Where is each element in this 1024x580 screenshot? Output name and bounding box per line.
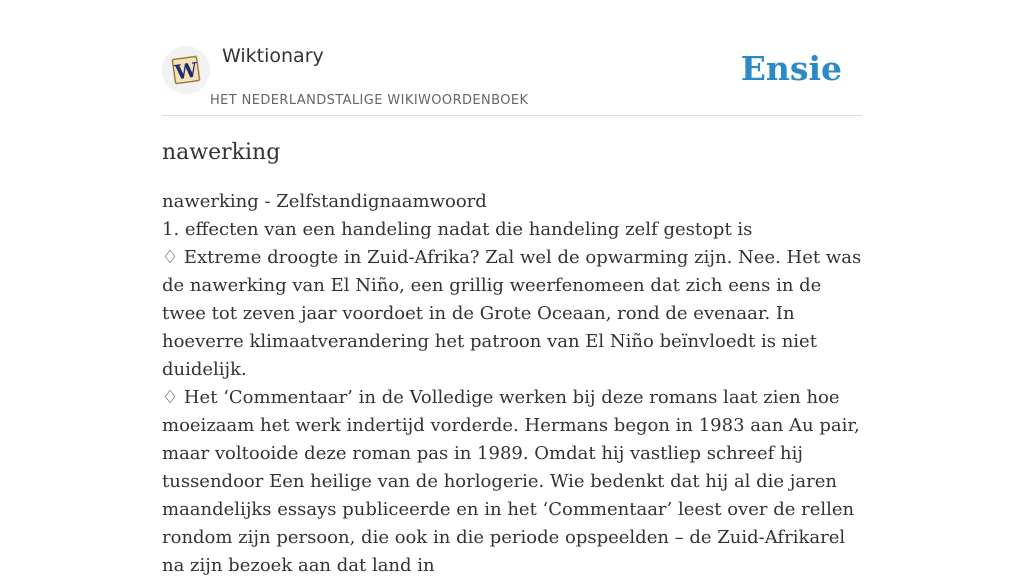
header <box>162 40 862 116</box>
wiktionary-logo[interactable] <box>162 46 210 94</box>
source-name[interactable]: Wiktionary <box>222 45 324 67</box>
word-title: nawerking <box>162 140 281 165</box>
logo-letter: W <box>173 57 199 85</box>
entry-headline: nawerking - Zelfstandignaamwoord <box>162 191 487 212</box>
wiktionary-logo-icon <box>168 52 204 88</box>
example-sentence: ♢ Extreme droogte in Zuid-Afrika? Zal wel de opwarming zijn. Nee. Het was de nawerking van El Niño, een grillig weerfenomeen dat zich eens in de twee tot zeven jaar voordoet in de Grote Oceaan, rond de evenaar. In hoeverre klimaatverandering het patroon van El Niño beïnvloedt is niet duidelijk. <box>162 247 862 380</box>
entry-body <box>162 188 862 580</box>
entry-definition: 1. effecten van een handeling nadat die handeling zelf gestopt is <box>162 219 753 240</box>
ensie-logo[interactable]: Ensie <box>740 49 842 88</box>
example-sentence: ♢ Het ‘Commentaar’ in de Volledige werken bij deze romans laat zien hoe moeizaam het werk indertijd vorderde. Hermans begon in 1983 aan Au pair, maar voltooide deze roman pas in 1989. Omdat hij vastliep schreef hij tussendoor Een heilige van de horlogerie. Wie bedenkt dat hij al die jaren maandelijks essays publiceerde en in het ‘Commentaar’ leest over de rellen rondom zijn persoon, die ook in die periode opspeelden – de Zuid-Afrikarel na zijn bezoek aan dat land in <box>162 387 860 576</box>
entry-card <box>162 40 862 580</box>
source-subtitle: HET NEDERLANDSTALIGE WIKIWOORDENBOEK <box>210 93 529 108</box>
